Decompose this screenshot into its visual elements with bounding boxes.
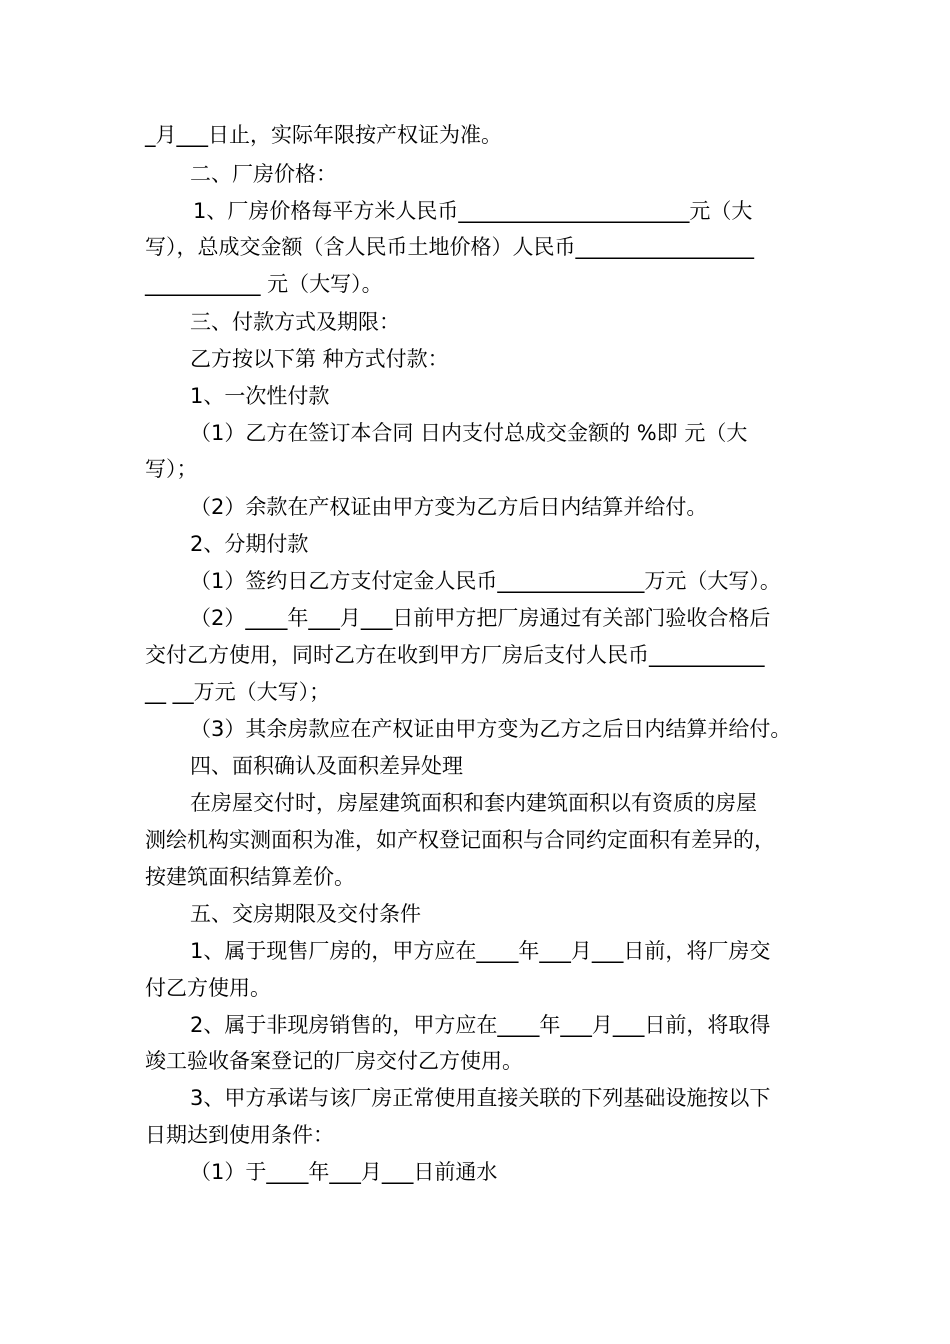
text-line: _月___日止，实际年限按产权证为准。 [145, 123, 502, 147]
section-heading: 四、面积确认及面积差异处理 [190, 754, 463, 778]
text-line: （2）余款在产权证由甲方变为乙方后日内结算并给付。 [190, 495, 708, 519]
text-line: 日期达到使用条件： [145, 1123, 334, 1147]
section-heading: 五、交房期限及交付条件 [190, 902, 421, 926]
text-line: 付乙方使用。 [145, 976, 271, 1000]
text-line: 竣工验收备案登记的厂房交付乙方使用。 [145, 1049, 523, 1073]
text-line: （3）其余房款应在产权证由甲方变为乙方之后日内结算并给付。 [190, 717, 792, 741]
text-line: （1）签约日乙方支付定金人民币______________万元（大写）。 [190, 569, 781, 593]
text-line: 1、一次性付款 [190, 384, 330, 408]
text-line: 2、属于非现房销售的，甲方应在____年___月___日前，将取得 [190, 1013, 771, 1037]
text-line: 3、甲方承诺与该厂房正常使用直接关联的下列基础设施按以下 [190, 1086, 771, 1110]
text-line: 乙方按以下第 种方式付款： [190, 347, 449, 371]
section-heading: 三、付款方式及期限： [190, 310, 400, 334]
text-line: （2）____年___月___日前甲方把厂房通过有关部门验收合格后 [190, 606, 771, 630]
text-line: （1）于____年___月___日前通水 [190, 1160, 498, 1184]
text-line: 在房屋交付时，房屋建筑面积和套内建筑面积以有资质的房屋 [190, 791, 757, 815]
text-line: 按建筑面积结算差价。 [145, 865, 355, 889]
text-line: （1）乙方在签订本合同 日内支付总成交金额的 %即 元（大 [190, 421, 748, 445]
section-heading: 二、厂房价格： [190, 162, 337, 186]
text-line: 写），总成交金额（含人民币土地价格）人民币_________________ [145, 235, 754, 259]
text-line: __ __万元（大写）； [145, 680, 331, 704]
text-line: ___________ 元（大写）。 [145, 272, 383, 296]
text-line: 1、属于现售厂房的，甲方应在____年___月___日前，将厂房交 [190, 939, 771, 963]
text-line: 交付乙方使用，同时乙方在收到甲方厂房后支付人民币___________ [145, 643, 765, 667]
text-line: 测绘机构实测面积为准，如产权登记面积与合同约定面积有差异的， [145, 828, 775, 852]
text-line: 1、厂房价格每平方米人民币______________________元（大 [193, 199, 753, 223]
text-line: 写）； [145, 457, 198, 481]
text-line: 2、分期付款 [190, 532, 309, 556]
